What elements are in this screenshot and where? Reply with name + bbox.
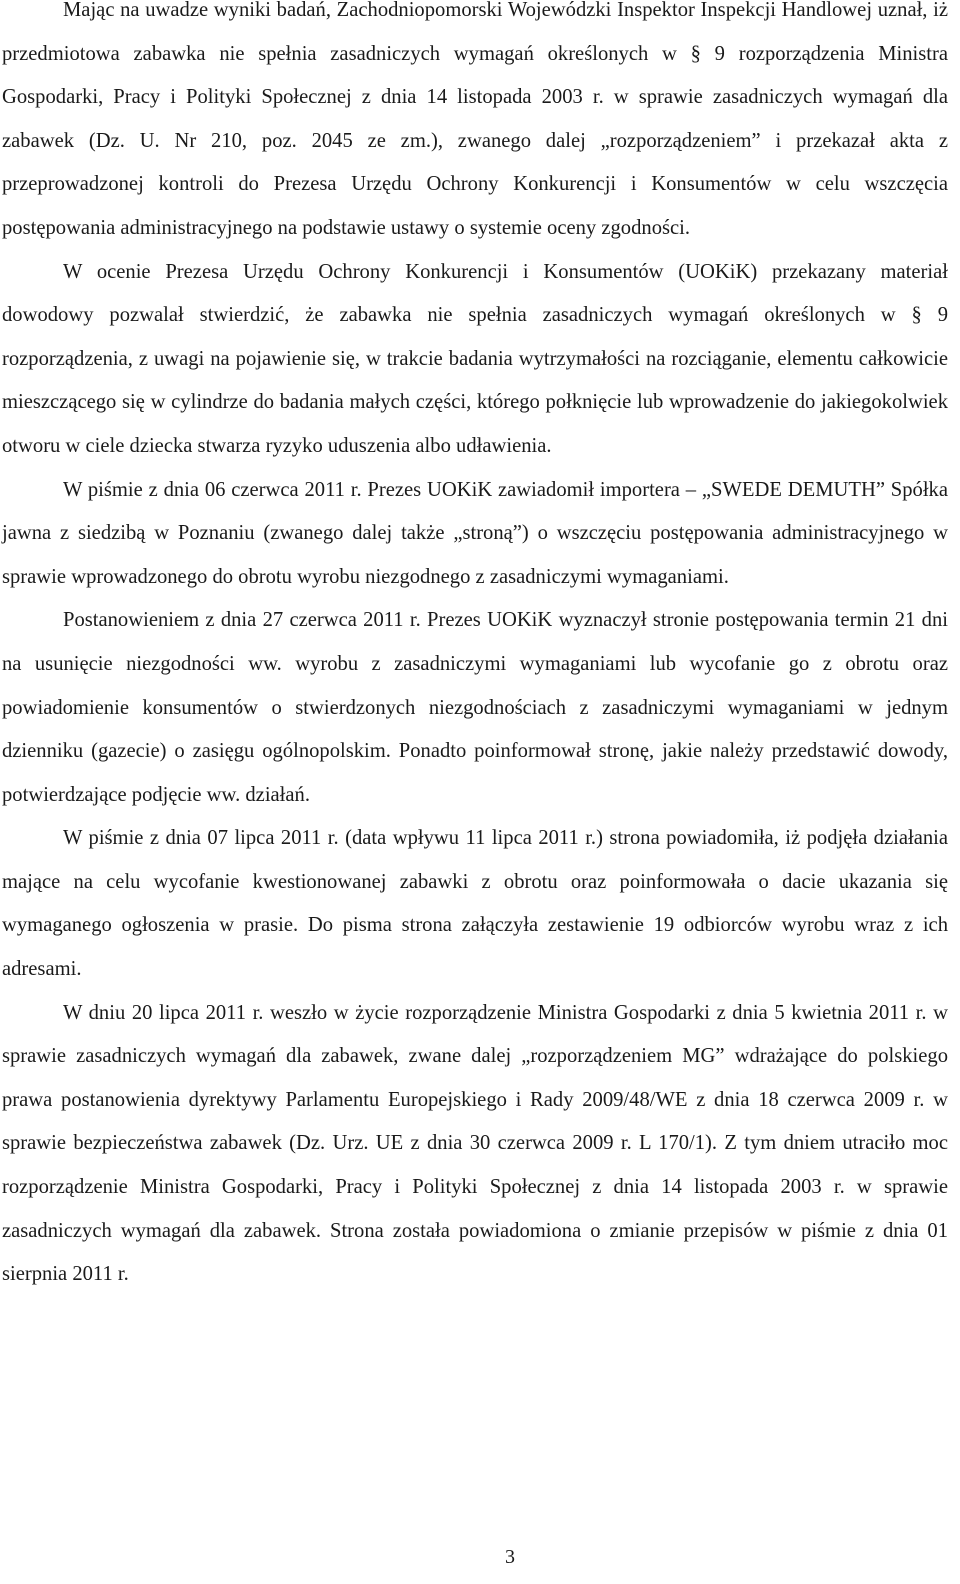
paragraph-party-response: W piśmie z dnia 07 lipca 2011 r. (data wpływu 11 lipca 2011 r.) strona powiadomiła, iż podjęła działania mające na celu wycofanie kwestionowanej zabawki z obrotu oraz poinformowała o dacie ukazania się wymaganego ogłoszenia w prasie. Do pisma strona załączyła zestawienie 19 odbiorców wyrobu wraz z ich adresami. <box>2 827 948 981</box>
page-number: 3 <box>505 1546 515 1568</box>
document-body <box>2 0 948 1297</box>
paragraph-regulation-change: W dniu 20 lipca 2011 r. weszło w życie rozporządzenie Ministra Gospodarki z dnia 5 kwietnia 2011 r. w sprawie zasadniczych wymagań dla zabawek, zwane dalej „rozporządzeniem MG” wdrażające do polskiego prawa postanowienia dyrektywy Parlamentu Europejskiego i Rady 2009/48/WE z dnia 18 czerwca 2009 r. w sprawie bezpieczeństwa zabawek (Dz. Urz. UE z dnia 30 czerwca 2009 r. L 170/1). Z tym dniem utraciło moc rozporządzenie Ministra Gospodarki, Pracy i Polityki Społecznej z dnia 14 listopada 2003 r. w sprawie zasadniczych wymagań dla zabawek. Strona została powiadomiona o zmianie przepisów w piśmie z dnia 01 sierpnia 2011 r. <box>2 1001 948 1286</box>
paragraph-inspection-findings: Mając na uwadze wyniki badań, Zachodniopomorski Wojewódzki Inspektor Inspekcji Handlowej uznał, iż przedmiotowa zabawka nie spełnia zasadniczych wymagań określonych w § 9 rozporządzenia Ministra Gospodarki, Pracy i Polityki Społecznej z dnia 14 listopada 2003 r. w sprawie zasadniczych wymagań dla zabawek (Dz. U. Nr 210, poz. 2045 ze zm.), zwanego dalej „rozporządzeniem” i przekazał akta z przeprowadzonej kontroli do Prezesa Urzędu Ochrony Konkurencji i Konsumentów w celu wszczęcia postępowania administracyjnego na podstawie ustawy o systemie oceny zgodności. <box>2 0 948 239</box>
paragraph-proceedings-notice: W piśmie z dnia 06 czerwca 2011 r. Prezes UOKiK zawiadomił importera – „SWEDE DEMUTH” Spółka jawna z siedzibą w Poznaniu (zwanego dalej także „stroną”) o wszczęciu postępowania administracyjnego w sprawie wprowadzonego do obrotu wyrobu niezgodnego z zasadniczymi wymaganiami. <box>2 478 948 588</box>
paragraph-order-deadline: Postanowieniem z dnia 27 czerwca 2011 r. Prezes UOKiK wyznaczył stronie postępowania termin 21 dni na usunięcie niezgodności ww. wyrobu z zasadniczymi wymaganiami lub wycofanie go z obrotu oraz powiadomienie konsumentów o stwierdzonych niezgodnościach z zasadniczymi wymaganiami w jednym dzienniku (gazecie) o zasięgu ogólnopolskim. Ponadto poinformował stronę, jakie należy przedstawić dowody, potwierdzające podjęcie ww. działań. <box>2 609 948 806</box>
paragraph-uokik-assessment: W ocenie Prezesa Urzędu Ochrony Konkurencji i Konsumentów (UOKiK) przekazany materiał dowodowy pozwalał stwierdzić, że zabawka nie spełnia zasadniczych wymagań określonych w § 9 rozporządzenia, z uwagi na pojawienie się, w trakcie badania wytrzymałości na rozciąganie, elementu całkowicie mieszczącego się w cylindrze do badania małych części, którego połknięcie lub wprowadzenie do jakiegokolwiek otworu w ciele dziecka stwarza ryzyko uduszenia albo udławienia. <box>2 260 948 457</box>
